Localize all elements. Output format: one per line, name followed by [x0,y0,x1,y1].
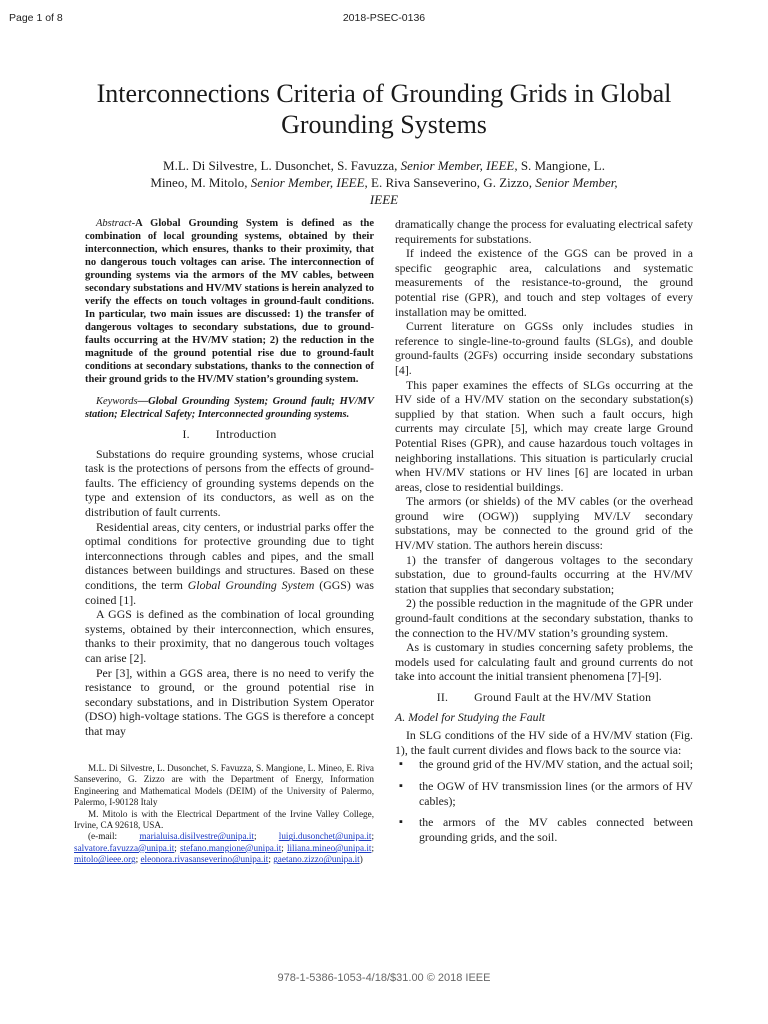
email-link[interactable]: marialuisa.disilvestre@unipa.it [139,831,254,842]
email-link[interactable]: luigi.dusonchet@unipa.it [278,831,372,842]
paragraph [85,520,374,608]
author-list [150,157,618,208]
keywords-text: —Global Grounding System; Ground fault; HV/MV station; Electrical Safety; Interconnected grounding systems. [85,396,374,420]
abstract-text: A Global Grounding System is defined as the combination of local grounding systems, obtained by their interconnection, which ensures, thanks to their proximity, that no dangerous touch voltages can arise. The interconnection of grounding systems via the armors of the MV cables, between secondary substations and HV/MV stations is herein analyzed to verify the effects on touch voltages in ground-fault conditions. In particular, two main issues are discussed: 1) the transfer of dangerous voltages to secondary substations, due to ground-faults occurring at the HV/MV station; 2) the reduction in the magnitude of the ground potential rise due to ground-fault conditions at secondary substations, thanks to the connection of their ground grids to the HV/MV station’s grounding system. [85,218,374,385]
email-link[interactable]: eleonora.rivasanseverino@unipa.it [140,854,269,865]
paragraph: 1) the transfer of dangerous voltages to the secondary substation, due to ground-faults occurring at the HV/MV station that supplies that secondary substation; [395,552,693,596]
email-close: ) [359,854,363,865]
paragraph: dramatically change the process for evaluating electrical safety requirements for substations. [395,217,693,246]
paragraph: Current literature on GGSs only includes studies in reference to single-line-to-ground faults (SLGs), and double ground-faults (2GFs) occurring inside secondary substations [4]. [395,319,693,377]
email-prefix: (e-mail: [88,831,140,842]
document-id: 2018-PSEC-0136 [342,12,426,24]
footnote-emails [74,831,374,865]
paragraph: If indeed the existence of the GGS can be proved in a specific geographic area, calculations and systematic measurements of the resistance-to-ground, the ground potential rise (GPR), and touch and step voltages of every installation may be omitted. [395,246,693,319]
section-heading-introduction [85,427,374,442]
section-number: II. [436,690,449,704]
keywords-lead: Keywords [96,396,138,407]
keywords [85,395,374,421]
member-grade-3: Senior Member, IEEE [369,175,618,207]
paragraph: A GGS is defined as the combination of local grounding systems, obtained by their interconnection, which ensures, thanks to their proximity, that no dangerous touch voltages can arise [2]. [85,607,374,665]
email-separator: ; [281,842,284,853]
email-separator: ; [371,842,375,853]
email-separator: ; [268,854,271,865]
left-column [85,217,374,738]
copyright-footer: 978-1-5386-1053-4/18/$31.00 © 2018 IEEE [277,972,491,984]
bullet-item: ▪ the OGW of HV transmission lines (or the armors of HV cables); [395,779,693,808]
author-names-1: M.L. Di Silvestre, L. Dusonchet, S. Favuzza, [163,158,401,173]
email-link[interactable]: mitolo@ieee.org [74,854,136,865]
paragraph: The armors (or shields) of the MV cables (or the overhead ground wire (OGW)) supplying MV/LV secondary substations, may be connected to the ground grid of the HV/MV station. The authors herein discuss: [395,494,693,553]
email-separator: ; [371,831,374,842]
bullet-item: ▪ the armors of the MV cables connected between grounding grids, and the soil. [395,815,693,844]
footnote-affiliation: M. Mitolo is with the Electrical Department of the Irvine Valley College, Irvine, CA 92618, USA. [74,808,374,831]
paragraph: As is customary in studies concerning safety problems, the models used for calculating fault and ground currents do not take into account the initial transient phenomena [7]-[9]. [395,640,693,684]
bullet-list [395,757,693,844]
paragraph-text: (GGS) was coined [1]. [85,577,374,607]
page-indicator: Page 1 of 8 [9,12,63,24]
email-link[interactable]: gaetano.zizzo@unipa.it [273,854,360,865]
email-link[interactable]: liliana.mineo@unipa.it [286,842,372,853]
section-title: Ground Fault at the HV/MV Station [474,690,652,704]
footnote-affiliation: M.L. Di Silvestre, L. Dusonchet, S. Favuzza, S. Mangione, L. Mineo, E. Riva Sanseverino, G. Zizzo are with the Department of Energy, Information Engineering and Mathematical Models (DEIM) of the University of Palermo, Palermo, I-90128 Italy [74,763,374,808]
email-separator: ; [253,831,257,842]
affiliation-footnote [74,763,374,866]
paragraph: In SLG conditions of the HV side of a HV/MV station (Fig. 1), the fault current divides and flows back to the source via: [395,728,693,757]
member-grade-2: Senior Member, IEEE [250,175,365,190]
paragraph: 2) the possible reduction in the magnitude of the GPR under ground-fault conditions at the secondary substation, thanks to the connection to the HV/MV station’s grounding system. [395,596,693,640]
member-grade-1: Senior Member, IEEE [400,158,515,173]
bullet-item: ▪ the ground grid of the HV/MV station, and the actual soil; [395,757,693,772]
term-emphasis: Global Grounding System [187,577,315,592]
section-heading-ground-fault [395,690,693,705]
paper-title: Interconnections Criteria of Grounding Grids in Global Grounding Systems [96,79,672,139]
author-names-2: , S. Mangione, L. Mineo, M. Mitolo, [150,158,605,190]
subsection-heading: A. Model for Studying the Fault [395,709,546,724]
abstract [85,217,374,386]
paragraph: Per [3], within a GGS area, there is no need to verify the resistance to ground, or the ground potential rise in secondary substations, and in Distribution System Operator (DSO) high-voltage stations. The GGS is therefore a concept that may [85,665,374,738]
paragraph: This paper examines the effects of SLGs occurring at the HV side of a HV/MV station on the secondary substation(s) supplied by that station. When such a fault occurs, high currents may circulate [5], which may create large Ground Potential Rises (GPR), and cause hazardous touch voltages in neighboring installations. This situation is particularly crucial when HV/MV stations or HV lines [6] are located in urban areas, close to residential buildings. [395,377,693,494]
section-title: Introduction [215,427,277,441]
email-separator: ; [174,842,177,853]
right-column [395,217,693,851]
email-link[interactable]: salvatore.favuzza@unipa.it [74,842,175,853]
email-link[interactable]: stefano.mangione@unipa.it [179,842,282,853]
abstract-lead: Abstract- [96,218,136,229]
paragraph: Substations do require grounding systems, whose crucial task is the protections of persons from the effects of ground-faults. The efficiency of grounding systems depends on the type and extension of its conductors, as well as on the distribution of fault currents. [85,446,374,519]
email-separator: ; [135,854,139,865]
paragraph-text: Residential areas, city centers, or industrial parks offer the optimal conditions for protective grounding due to tight interconnections through cables and pipes, and the small distances between buildings and structures. Based on these conditions, the term [85,519,374,592]
section-number: I. [182,427,190,441]
author-names-3: , E. Riva Sanseverino, G. Zizzo, [364,175,536,190]
